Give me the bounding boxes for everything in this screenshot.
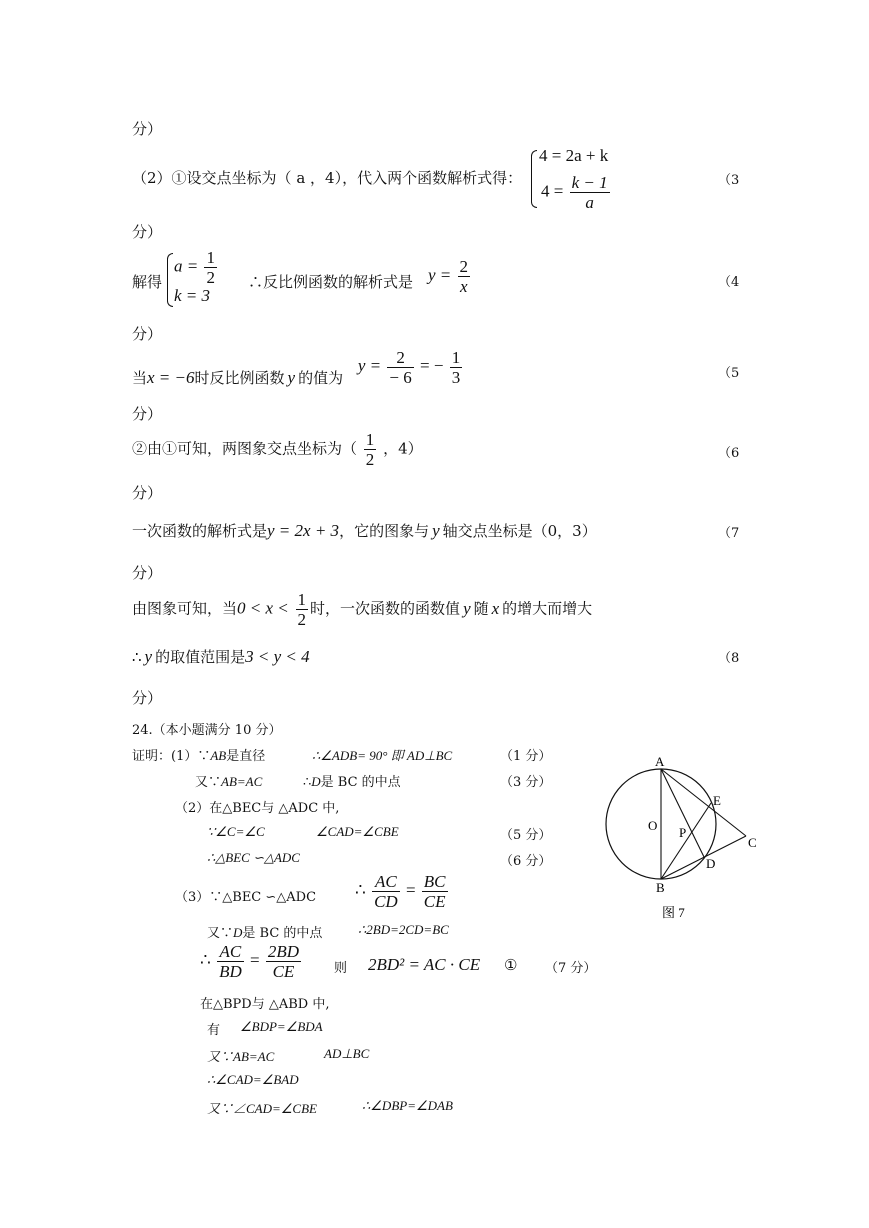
score-5: （5 xyxy=(718,366,740,381)
label-b: B xyxy=(656,880,665,895)
q24-proof-1b: ∴∠ADB= 90° 即 AD⊥BC xyxy=(312,748,453,763)
q24-angle-cbe: 又∵∠CAD=∠CBE xyxy=(207,1101,317,1116)
fen-line-6: 分） xyxy=(132,564,163,582)
q24-score-7: （7 分） xyxy=(545,961,597,976)
score-7: （7 xyxy=(718,526,740,541)
figure-caption: 图 7 xyxy=(662,905,685,920)
score-6: （6 xyxy=(718,446,740,461)
fen-line-2: 分） xyxy=(132,223,163,241)
q24-triangles: 在△BPD与 △ABD 中, xyxy=(200,997,330,1012)
q24-circled-1: ① xyxy=(504,956,518,974)
q24-score-5: （5 分） xyxy=(500,828,552,843)
score-4: （4 xyxy=(718,275,740,290)
increasing-line: 由图象可知，当0 < x < $\frac{1}{2}$ 时，一次函数的函数值 y 随 x 的增大而增大 xyxy=(132,590,593,629)
q24-ratio-2: ∴ $\frac{AC}{BD}$ = $\frac{2BD}{CE}$ xyxy=(200,942,300,981)
fen-line-1: 分） xyxy=(132,120,163,138)
q24-similar: ∴△BEC ∽△ADC xyxy=(207,850,300,865)
q24-part-2: （2）在△BEC与 △ADC 中, xyxy=(175,801,340,816)
system-brace xyxy=(531,150,537,208)
inverse-function-text: ∴反比例函数的解析式是 xyxy=(248,273,414,291)
solution-k: k = 3 xyxy=(174,286,211,305)
q24-angle-bad: ∴∠CAD=∠BAD xyxy=(207,1072,299,1087)
label-c: C xyxy=(748,835,757,850)
fen-line-5: 分） xyxy=(132,484,163,502)
label-o: O xyxy=(648,818,658,833)
q24-proof-2: 又∵AB=AC xyxy=(195,774,263,790)
q24-score-1: （1 分） xyxy=(500,749,552,764)
q24-proof-1: 证明：(1）∵AB是直径 xyxy=(132,748,266,764)
q24-ratio-1: ∴ $\frac{AC}{CD}$ = $\frac{BC}{CE}$ xyxy=(355,872,446,911)
label-d: D xyxy=(706,856,716,871)
q24-angle-cad: ∠CAD=∠CBE xyxy=(316,824,399,839)
q24-then: 则 xyxy=(334,961,348,976)
q24-part-3: （3）∵△BEC ∽△ADC xyxy=(175,890,317,905)
q24-ab-ac: 又∵AB=AC xyxy=(207,1049,275,1064)
geometry-figure xyxy=(600,755,770,920)
q24-ad-perp: AD⊥BC xyxy=(324,1046,370,1061)
segment-be xyxy=(661,803,711,879)
q24-key-equation: 2BD² = AC · CE xyxy=(368,955,481,974)
q24-have: 有 xyxy=(207,1023,221,1038)
label-a: A xyxy=(655,755,665,769)
equation-2: 4 = $\frac{k - 1}{a}$ xyxy=(541,173,608,212)
label-p: P xyxy=(679,825,687,840)
q24-proof-2b: ∴D是 BC 的中点 xyxy=(303,774,401,790)
linear-function-line: 一次函数的解析式是y = 2x + 3，它的图象与 y 轴交点坐标是（0，3） xyxy=(132,521,597,540)
inverse-function-formula: y = $\frac{2}{x}$ xyxy=(428,257,469,296)
q24-title: 24.（本小题满分 10 分） xyxy=(132,723,282,738)
fen-line-3: 分） xyxy=(132,325,163,343)
q24-angle-c: ∵∠C=∠C xyxy=(207,824,265,839)
q24-score-6: （6 分） xyxy=(500,854,552,869)
q24-2bd: ∴2BD=2CD=BC xyxy=(358,922,449,937)
q24-angle-bdp: ∠BDP=∠BDA xyxy=(240,1019,323,1034)
solve-prefix: 解得 xyxy=(132,273,163,291)
value-line: 当x = −6时反比例函数 y 的值为 y = $\frac{2}{- 6}$ = − $\frac{1}{3}$ xyxy=(132,348,461,388)
range-line: ∴ y 的取值范围是3 < y < 4 xyxy=(132,647,310,666)
score-8: （8 xyxy=(718,651,740,666)
q24-midpoint: 又∵D是 BC 的中点 xyxy=(207,925,323,941)
fen-line-4: 分） xyxy=(132,405,163,423)
score-3: （3 xyxy=(718,173,740,188)
solution-brace xyxy=(167,253,173,307)
set-intersection-text: （2）①设交点坐标为（ a ，4），代入两个函数解析式得： xyxy=(132,169,523,187)
q24-score-3: （3 分） xyxy=(500,775,552,790)
q24-angle-dbp: ∴∠DBP=∠DAB xyxy=(362,1098,453,1113)
segment-bc xyxy=(661,836,746,879)
equation-1: 4 = 2a + k xyxy=(539,146,609,165)
solution-a: a = $\frac{1}{2}$ xyxy=(174,248,215,287)
label-e: E xyxy=(713,793,721,808)
fen-line-7: 分） xyxy=(132,689,163,707)
segment-ac xyxy=(661,769,746,836)
intersection-line: ②由①可知，两图象交点坐标为（ $\frac{1}{2}$ ，4） xyxy=(132,430,423,469)
